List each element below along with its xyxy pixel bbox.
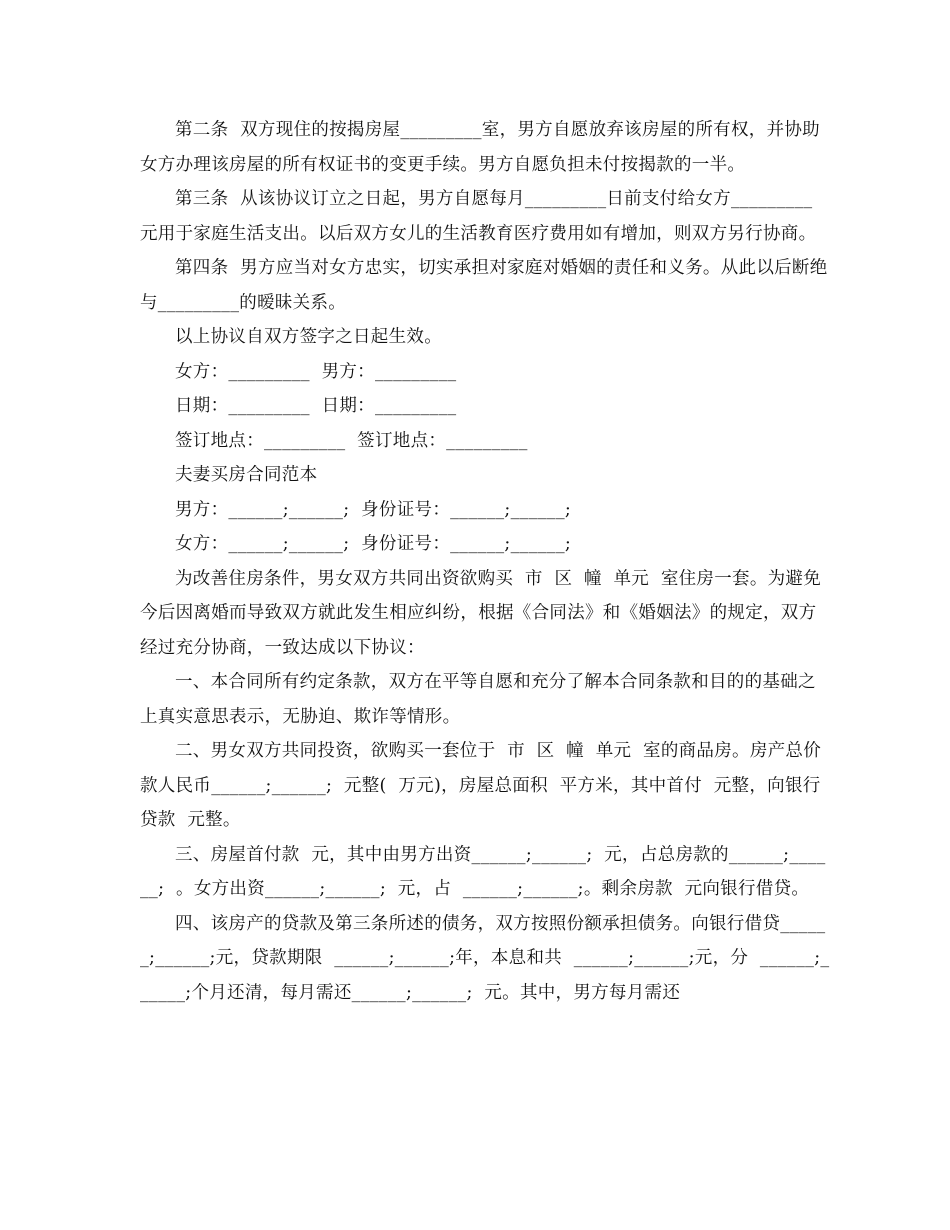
effective-clause: 以上协议自双方签字之日起生效。 — [175, 327, 442, 347]
clause-4-paragraph: 四、该房产的贷款及第三条所述的债务，双方按照份额承担债务。向银行借贷______;______;元，贷款期限 ______;______;年，本息和共 ______;______;元，分 ______;______;个月还清，每月需还______;______; 元。其中，男方每月需还 — [140, 913, 830, 1003]
signature-line: 女方：_________ 男方：_________ — [175, 361, 457, 382]
date-line: 日期：_________ 日期：_________ — [175, 396, 457, 416]
signing-place-line: 签订地点：_________ 签订地点：_________ — [175, 430, 528, 451]
article-2-paragraph: 第二条 双方现住的按揭房屋_________室，男方自愿放弃该房屋的所有权，并协助女方办理该房屋的所有权证书的变更手续。男方自愿负担未付按揭款的一半。 — [140, 120, 820, 175]
clause-3-paragraph: 三、房屋首付款 元，其中由男方出资______;______; 元，占总房款的______;______; 。女方出资______;______; 元，占 ______;______;。剩余房款 元向银行借贷。 — [140, 844, 826, 899]
preamble-paragraph: 为改善住房条件，男女双方共同出资欲购买 市 区 幢 单元 室住房一套。为避免今后因离婚而导致双方就此发生相应纠纷，根据《合同法》和《婚姻法》的规定，双方经过充分协商，一致达成以下协议： — [140, 568, 822, 658]
clause-2-paragraph: 二、男女双方共同投资，欲购买一套位于 市 区 幢 单元 室的商品房。房产总价款人民币______;______; 元整( 万元)，房屋总面积 平方米，其中首付 元整，向银行贷款 元整。 — [140, 741, 822, 830]
male-party-line: 男方：______;______; 身份证号：______;______; — [175, 499, 572, 520]
article-4-paragraph: 第四条 男方应当对女方忠实，切实承担对家庭对婚姻的责任和义务。从此以后断绝与_________的暧昧关系。 — [140, 258, 828, 313]
article-3-paragraph: 第三条 从该协议订立之日起，男方自愿每月_________日前支付给女方_________元用于家庭生活支出。以后双方女儿的生活教育医疗费用如有增加，则双方另行协商。 — [140, 189, 817, 244]
female-party-line: 女方：______;______; 身份证号：______;______; — [175, 534, 572, 554]
clause-1-paragraph: 一、本合同所有约定条款，双方在平等自愿和充分了解本合同条款和目的的基础之上真实意思表示，无胁迫、欺诈等情形。 — [140, 672, 816, 727]
document-body — [140, 113, 830, 1010]
section-title: 夫妻买房合同范本 — [175, 465, 318, 485]
